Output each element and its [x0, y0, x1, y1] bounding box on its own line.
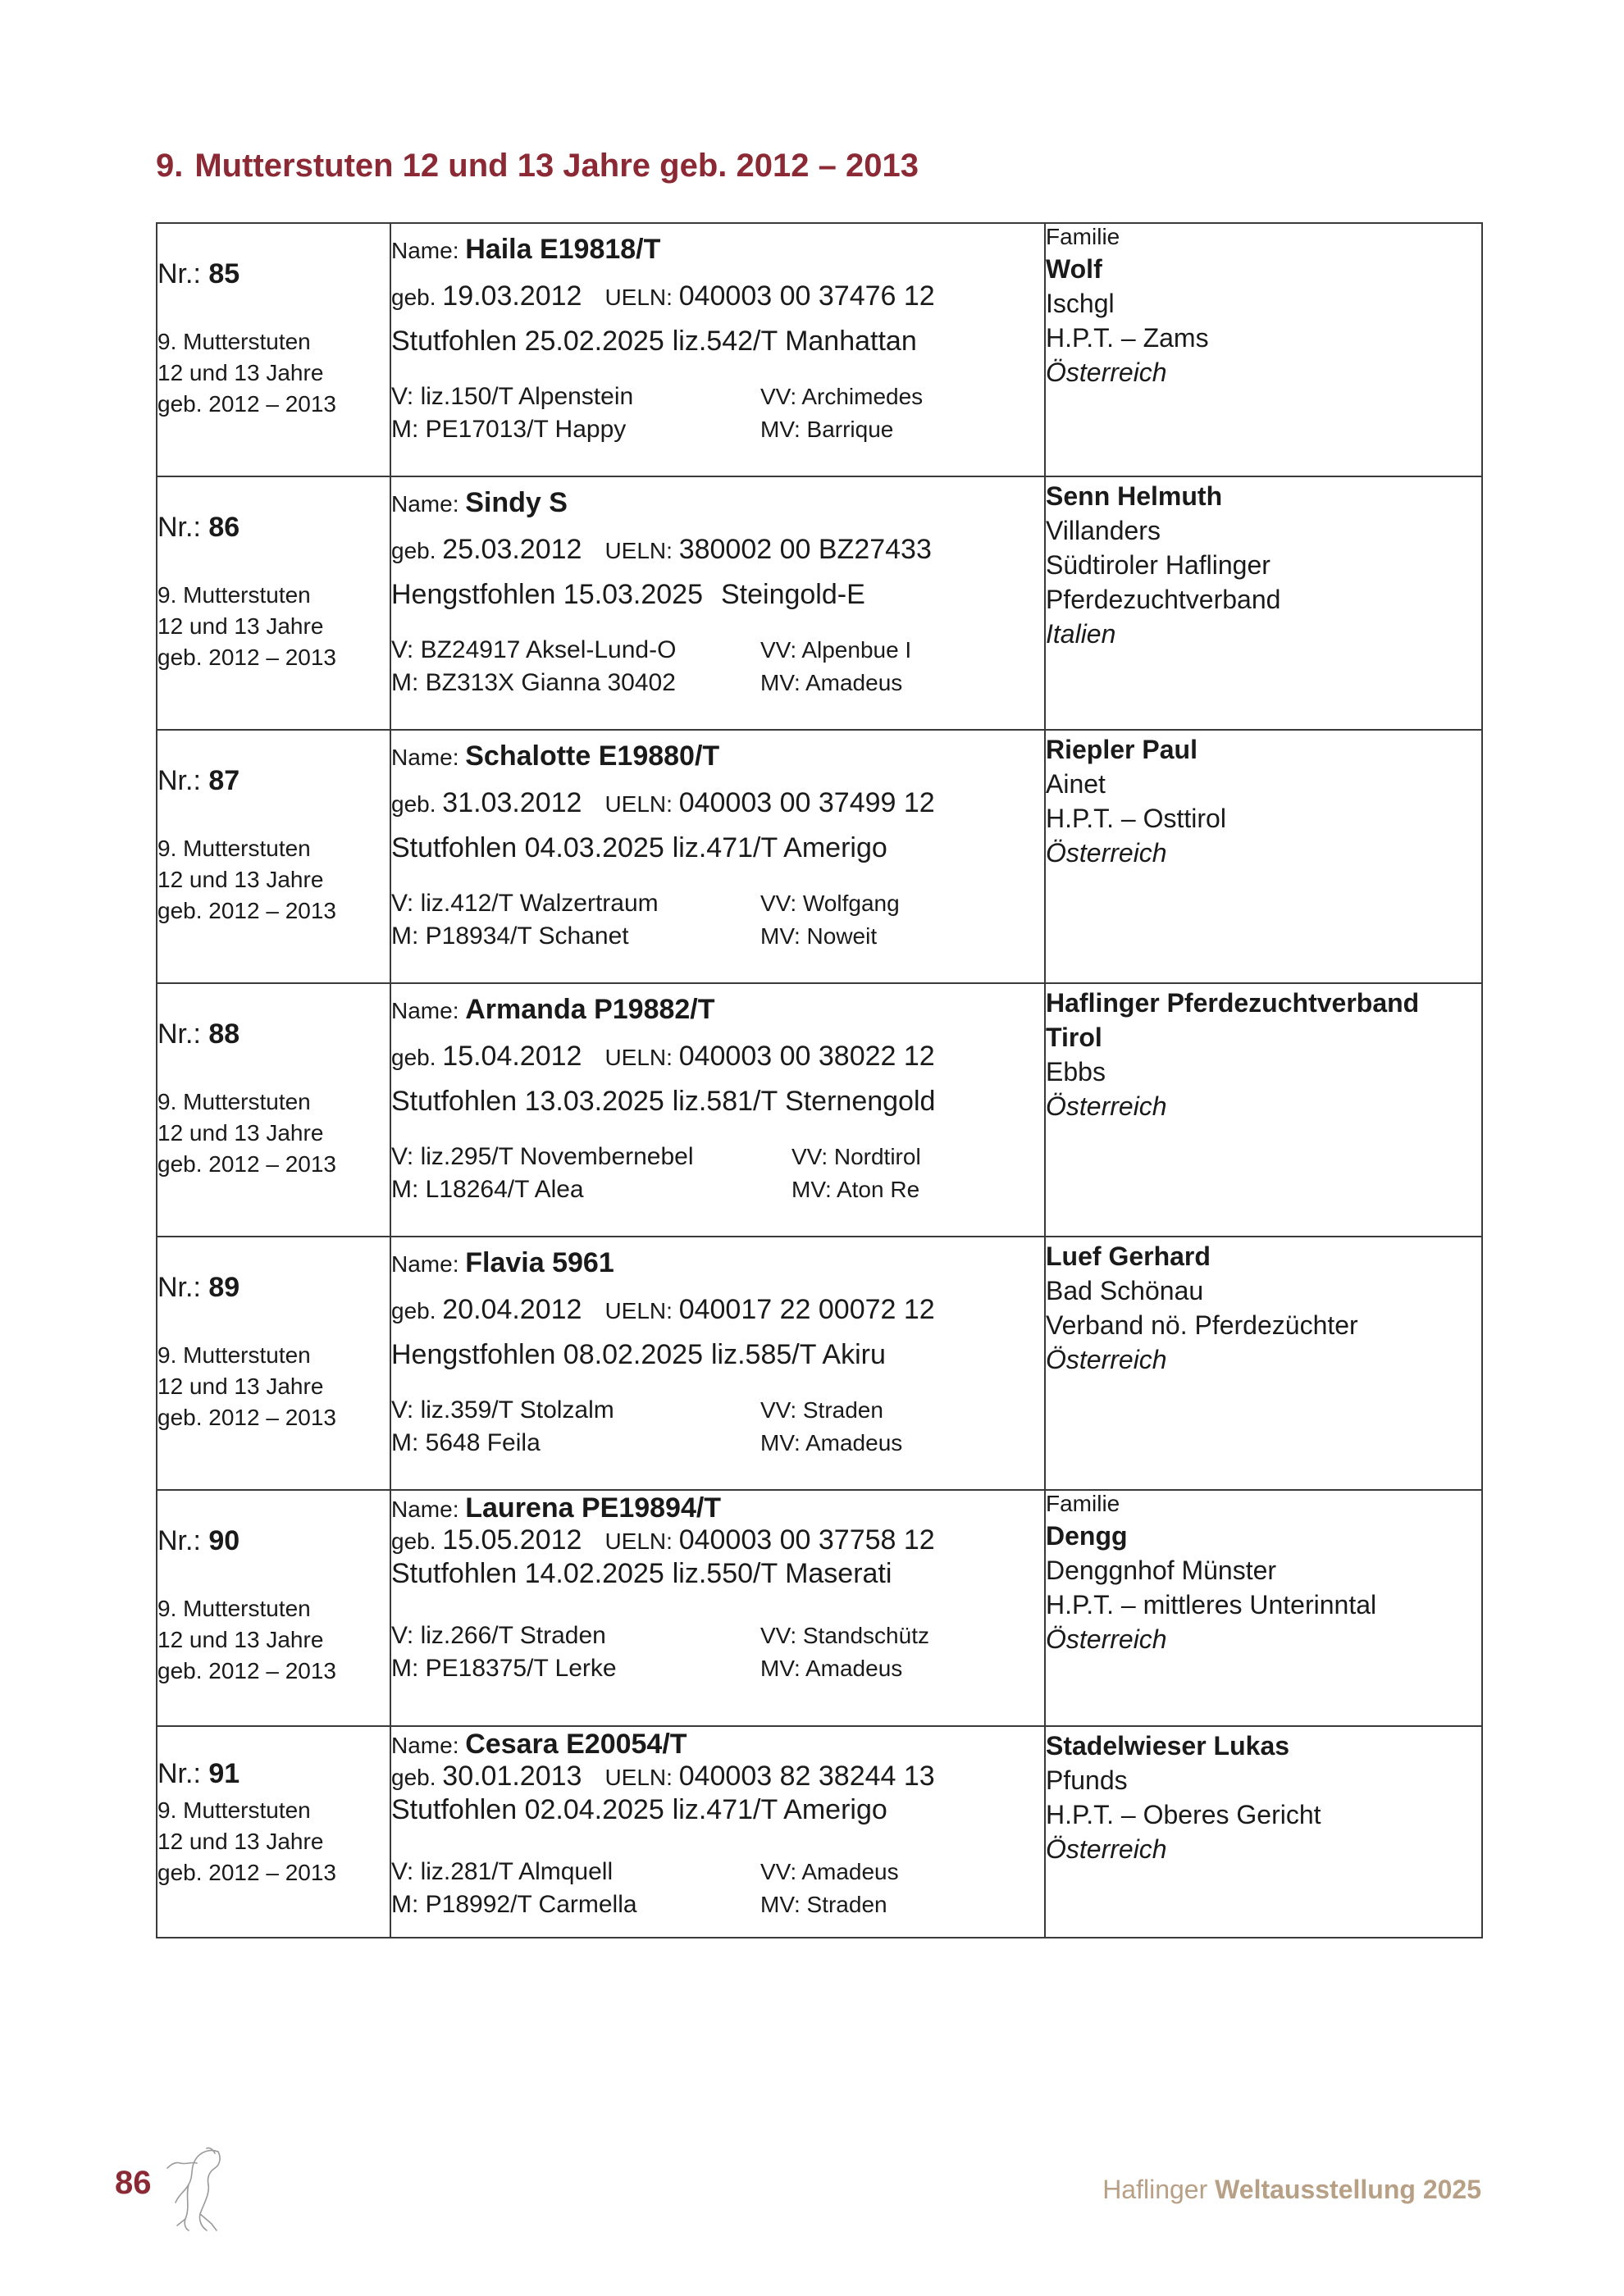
table-row — [157, 730, 1482, 983]
birth-date: 15.04.2012 — [442, 1041, 582, 1072]
foal-row — [391, 1558, 1044, 1590]
born-label: geb. — [391, 791, 443, 817]
section-number: 9. — [156, 148, 184, 184]
ueln-group — [604, 1041, 934, 1072]
entry-class — [157, 1593, 390, 1687]
pedigree-grandsires — [760, 887, 900, 953]
nr-label: Nr.: — [157, 1758, 209, 1789]
horse-name-row — [391, 740, 1044, 772]
horse-name: Sindy S — [465, 487, 568, 518]
owner-country: Österreich — [1046, 1091, 1167, 1121]
class-line: 9. Mutterstuten — [157, 1089, 311, 1114]
class-line: geb. 2012 – 2013 — [157, 898, 336, 923]
foal-info: Stutfohlen 04.03.2025 — [391, 832, 664, 863]
horse-name: Armanda P19882/T — [465, 994, 715, 1025]
class-line: 12 und 13 Jahre — [157, 1120, 324, 1146]
dam: M: L18264/T Alea — [391, 1176, 584, 1203]
class-line: geb. 2012 – 2013 — [157, 645, 336, 670]
owner-block — [1046, 479, 1481, 651]
class-line: geb. 2012 – 2013 — [157, 1151, 336, 1177]
class-line: 12 und 13 Jahre — [157, 1374, 324, 1399]
dam: M: PE18375/T Lerke — [391, 1655, 617, 1682]
entry-number-cell — [157, 730, 390, 983]
entry-number-cell — [157, 983, 390, 1237]
entry-class — [157, 1340, 390, 1433]
footer-brand — [1102, 2175, 1481, 2205]
owner-name: Wolf — [1046, 254, 1102, 284]
owner-country: Österreich — [1046, 838, 1167, 868]
footer-brand-light: Haflinger — [1102, 2175, 1216, 2204]
entry-number — [157, 1525, 390, 1557]
sire: V: liz.295/T Novembernebel — [391, 1143, 694, 1170]
owner-prefix: Familie — [1046, 224, 1120, 249]
pedigree-parents — [391, 1141, 791, 1206]
foal-info: Hengstfohlen 15.03.2025 — [391, 579, 703, 610]
sire-sire: VV: Archimedes — [760, 384, 924, 409]
foal-info: Stutfohlen 14.02.2025 — [391, 1558, 664, 1589]
pedigree — [391, 1394, 1044, 1460]
owner-line: H.P.T. – Zams — [1046, 323, 1209, 353]
pedigree — [391, 634, 1044, 699]
sire-sire: VV: Nordtirol — [791, 1144, 921, 1169]
ueln-label: UELN: — [604, 1298, 679, 1323]
table-row — [157, 1237, 1482, 1490]
dam: M: BZ313X Gianna 30402 — [391, 669, 676, 696]
ueln-group — [604, 1761, 934, 1792]
pedigree — [391, 380, 1044, 446]
horse-name: Cesara E20054/T — [465, 1729, 687, 1760]
foal-row — [391, 1339, 1044, 1371]
pedigree — [391, 887, 1044, 953]
entry-class — [157, 1795, 390, 1888]
pedigree-grandsires — [760, 634, 911, 699]
birth-date: 15.05.2012 — [442, 1524, 582, 1556]
sire-sire: VV: Alpenbue I — [760, 637, 912, 663]
owner-country: Österreich — [1046, 358, 1167, 387]
owner-line: Pferdezuchtverband — [1046, 585, 1281, 614]
owner-line: Villanders — [1046, 516, 1161, 545]
owner-name: Haflinger Pferdezuchtverband Tirol — [1046, 988, 1420, 1052]
entry-number — [157, 258, 390, 290]
nr-value: 88 — [208, 1018, 240, 1050]
horse-name: Laurena PE19894/T — [465, 1492, 722, 1524]
catalog-table — [156, 222, 1483, 1938]
owner-line: Ischgl — [1046, 289, 1115, 318]
owner-line: Verband nö. Pferdezüchter — [1046, 1310, 1358, 1340]
sire: V: liz.150/T Alpenstein — [391, 383, 634, 410]
horse-name-row — [391, 1729, 1044, 1761]
dam-sire: MV: Noweit — [760, 923, 878, 949]
name-label: Name: — [391, 1496, 466, 1522]
foal-row — [391, 1086, 1044, 1118]
foal-sire: liz.550/T Maserati — [672, 1558, 892, 1589]
pedigree-grandsires — [760, 1856, 899, 1921]
owner-line: Pfunds — [1046, 1765, 1128, 1795]
nr-label: Nr.: — [157, 765, 209, 796]
owner-cell — [1045, 476, 1482, 730]
foal-row — [391, 1794, 1044, 1826]
table-row — [157, 1490, 1482, 1726]
nr-value: 85 — [208, 258, 240, 289]
foal-info: Hengstfohlen 08.02.2025 — [391, 1339, 703, 1370]
entry-number-cell — [157, 476, 390, 730]
class-line: 9. Mutterstuten — [157, 1596, 311, 1621]
dam: M: PE17013/T Happy — [391, 416, 627, 443]
dam: M: 5648 Feila — [391, 1429, 541, 1456]
nr-label: Nr.: — [157, 1018, 209, 1050]
birth-row — [391, 1294, 1044, 1326]
nr-value: 86 — [208, 512, 240, 543]
class-line: 12 und 13 Jahre — [157, 867, 324, 892]
ueln-value: 040003 00 37758 12 — [678, 1524, 935, 1556]
entry-class — [157, 833, 390, 927]
owner-block — [1046, 986, 1481, 1123]
entry-number — [157, 765, 390, 797]
birth-row — [391, 534, 1044, 566]
owner-block — [1046, 1729, 1481, 1866]
horse-name-row — [391, 1247, 1044, 1279]
class-line: 12 und 13 Jahre — [157, 613, 324, 639]
dam-sire: MV: Barrique — [760, 417, 894, 442]
owner-name: Riepler Paul — [1046, 735, 1197, 764]
entry-class — [157, 326, 390, 420]
owner-cell — [1045, 1237, 1482, 1490]
born-label: geb. — [391, 1298, 443, 1323]
entry-number-cell — [157, 223, 390, 476]
nr-value: 89 — [208, 1272, 240, 1303]
pedigree-parents — [391, 1856, 760, 1921]
owner-line: H.P.T. – Oberes Gericht — [1046, 1800, 1321, 1829]
nr-label: Nr.: — [157, 1272, 209, 1303]
ueln-group — [604, 280, 934, 312]
ueln-label: UELN: — [604, 538, 679, 563]
born-label: geb. — [391, 1528, 443, 1554]
horse-name-row — [391, 1492, 1044, 1524]
ueln-label: UELN: — [604, 1528, 679, 1554]
section-title-text: Mutterstuten 12 und 13 Jahre geb. 2012 – 2013 — [194, 148, 919, 184]
class-line: 9. Mutterstuten — [157, 582, 311, 608]
dam-sire: MV: Amadeus — [760, 670, 903, 695]
class-line: 9. Mutterstuten — [157, 836, 311, 861]
name-label: Name: — [391, 1251, 466, 1277]
horse-details-cell — [390, 983, 1045, 1237]
nr-value: 91 — [208, 1758, 240, 1789]
pedigree-parents — [391, 1620, 760, 1685]
pedigree-parents — [391, 887, 760, 953]
owner-country: Österreich — [1046, 1834, 1167, 1864]
pedigree-parents — [391, 380, 760, 446]
birth-row — [391, 1761, 1044, 1793]
table-row — [157, 223, 1482, 476]
pedigree-parents — [391, 1394, 760, 1460]
horse-name: Flavia 5961 — [465, 1247, 614, 1278]
class-line: 12 und 13 Jahre — [157, 1627, 324, 1652]
foal-sire: Steingold-E — [720, 579, 865, 610]
birth-date: 19.03.2012 — [442, 280, 582, 312]
owner-line: Bad Schönau — [1046, 1276, 1204, 1305]
owner-line: Ebbs — [1046, 1057, 1106, 1086]
sire-sire: VV: Amadeus — [760, 1859, 899, 1884]
entry-class — [157, 580, 390, 673]
foal-row — [391, 832, 1044, 864]
pedigree-parents — [391, 634, 760, 699]
birth-date: 30.01.2013 — [442, 1761, 582, 1792]
pedigree — [391, 1856, 1044, 1921]
class-line: 12 und 13 Jahre — [157, 360, 324, 385]
born-label: geb. — [391, 1045, 443, 1070]
entry-number-cell — [157, 1726, 390, 1938]
ueln-group — [604, 1294, 934, 1325]
ueln-value: 040003 00 37476 12 — [678, 280, 935, 312]
ueln-value: 040017 22 00072 12 — [678, 1294, 935, 1325]
ueln-value: 040003 00 38022 12 — [678, 1041, 935, 1072]
owner-cell — [1045, 983, 1482, 1237]
pedigree-grandsires — [760, 1394, 902, 1460]
dam: M: P18992/T Carmella — [391, 1891, 637, 1918]
entry-class — [157, 1086, 390, 1180]
class-line: geb. 2012 – 2013 — [157, 1860, 336, 1885]
sire: V: liz.266/T Straden — [391, 1622, 606, 1649]
pedigree-grandsires — [760, 1620, 929, 1685]
class-line: 9. Mutterstuten — [157, 1797, 311, 1823]
horse-logo-icon — [161, 2143, 235, 2234]
table-row — [157, 1726, 1482, 1938]
dam-sire: MV: Straden — [760, 1892, 887, 1917]
ueln-label: UELN: — [604, 1045, 679, 1070]
nr-label: Nr.: — [157, 258, 209, 289]
pedigree — [391, 1141, 1044, 1206]
foal-sire: liz.581/T Sternengold — [672, 1086, 936, 1117]
owner-line: H.P.T. – Osttirol — [1046, 804, 1226, 833]
owner-country: Österreich — [1046, 1624, 1167, 1654]
foal-sire: liz.471/T Amerigo — [672, 832, 887, 863]
nr-label: Nr.: — [157, 512, 209, 543]
ueln-group — [604, 534, 931, 565]
owner-cell — [1045, 223, 1482, 476]
ueln-value: 040003 82 38244 13 — [678, 1761, 935, 1792]
footer-brand-bold: Weltausstellung 2025 — [1215, 2175, 1481, 2204]
owner-cell — [1045, 1726, 1482, 1938]
horse-details-cell — [390, 476, 1045, 730]
ueln-group — [604, 1524, 934, 1556]
sire-sire: VV: Standschütz — [760, 1623, 929, 1648]
birth-row — [391, 280, 1044, 312]
owner-prefix: Familie — [1046, 1491, 1120, 1516]
horse-details-cell — [390, 730, 1045, 983]
horse-name-row — [391, 487, 1044, 519]
entry-number-cell — [157, 1490, 390, 1726]
owner-name: Dengg — [1046, 1521, 1128, 1551]
name-label: Name: — [391, 491, 466, 517]
owner-line: Ainet — [1046, 769, 1106, 799]
horse-details-cell — [390, 1726, 1045, 1938]
horse-name: Haila E19818/T — [465, 234, 661, 265]
ueln-value: 040003 00 37499 12 — [678, 787, 935, 818]
name-label: Name: — [391, 238, 466, 263]
foal-row — [391, 579, 1044, 611]
owner-cell — [1045, 730, 1482, 983]
class-line: geb. 2012 – 2013 — [157, 1658, 336, 1683]
owner-block — [1046, 1489, 1481, 1656]
name-label: Name: — [391, 1733, 466, 1758]
dam-sire: MV: Aton Re — [791, 1177, 920, 1202]
horse-details-cell — [390, 223, 1045, 476]
horse-details-cell — [390, 1490, 1045, 1726]
table-row — [157, 983, 1482, 1237]
owner-name: Stadelwieser Lukas — [1046, 1731, 1290, 1761]
owner-line: Südtiroler Haflinger — [1046, 550, 1270, 580]
class-line: 9. Mutterstuten — [157, 329, 311, 354]
owner-country: Österreich — [1046, 1345, 1167, 1374]
pedigree — [391, 1620, 1044, 1685]
pedigree-grandsires — [791, 1141, 921, 1206]
nr-value: 87 — [208, 765, 240, 796]
sire: V: BZ24917 Aksel-Lund-O — [391, 636, 677, 663]
birth-row — [391, 787, 1044, 819]
name-label: Name: — [391, 998, 466, 1023]
foal-row — [391, 326, 1044, 358]
foal-sire: liz.585/T Akiru — [710, 1339, 886, 1370]
entry-number-cell — [157, 1237, 390, 1490]
birth-row — [391, 1041, 1044, 1073]
horse-details-cell — [390, 1237, 1045, 1490]
dam-sire: MV: Amadeus — [760, 1656, 903, 1681]
sire-sire: VV: Straden — [760, 1397, 883, 1423]
entry-number — [157, 1272, 390, 1304]
born-label: geb. — [391, 1765, 443, 1790]
born-label: geb. — [391, 285, 443, 310]
owner-block — [1046, 222, 1481, 390]
page-number: 86 — [115, 2165, 152, 2201]
ueln-value: 380002 00 BZ27433 — [678, 534, 932, 565]
owner-line: Denggnhof Münster — [1046, 1556, 1277, 1585]
dam-sire: MV: Amadeus — [760, 1430, 903, 1456]
owner-country: Italien — [1046, 619, 1116, 649]
owner-line: H.P.T. – mittleres Unterinntal — [1046, 1590, 1377, 1620]
pedigree-grandsires — [760, 380, 923, 446]
class-line: geb. 2012 – 2013 — [157, 391, 336, 417]
sire-sire: VV: Wolfgang — [760, 891, 900, 916]
class-line: geb. 2012 – 2013 — [157, 1405, 336, 1430]
entry-number — [157, 1018, 390, 1050]
birth-date: 25.03.2012 — [442, 534, 582, 565]
ueln-label: UELN: — [604, 285, 679, 310]
entry-number — [157, 512, 390, 544]
owner-cell — [1045, 1490, 1482, 1726]
horse-name-row — [391, 994, 1044, 1026]
nr-label: Nr.: — [157, 1525, 209, 1556]
table-row — [157, 476, 1482, 730]
owner-name: Luef Gerhard — [1046, 1241, 1211, 1271]
class-line: 9. Mutterstuten — [157, 1342, 311, 1368]
sire: V: liz.412/T Walzertraum — [391, 890, 659, 917]
ueln-label: UELN: — [604, 791, 679, 817]
name-label: Name: — [391, 745, 466, 770]
foal-sire: liz.471/T Amerigo — [672, 1794, 887, 1825]
foal-info: Stutfohlen 02.04.2025 — [391, 1794, 664, 1825]
owner-block — [1046, 1239, 1481, 1377]
sire: V: liz.359/T Stolzalm — [391, 1396, 614, 1424]
foal-info: Stutfohlen 13.03.2025 — [391, 1086, 664, 1117]
dam: M: P18934/T Schanet — [391, 922, 629, 950]
birth-date: 20.04.2012 — [442, 1294, 582, 1325]
horse-name-row — [391, 234, 1044, 266]
horse-name: Schalotte E19880/T — [465, 740, 720, 772]
entry-number — [157, 1758, 390, 1790]
owner-name: Senn Helmuth — [1046, 481, 1223, 511]
ueln-label: UELN: — [604, 1765, 679, 1790]
ueln-group — [604, 787, 934, 818]
foal-sire: liz.542/T Manhattan — [672, 326, 917, 357]
class-line: 12 und 13 Jahre — [157, 1829, 324, 1854]
section-title — [156, 148, 919, 184]
owner-block — [1046, 732, 1481, 870]
foal-info: Stutfohlen 25.02.2025 — [391, 326, 664, 357]
birth-date: 31.03.2012 — [442, 787, 582, 818]
nr-value: 90 — [208, 1525, 240, 1556]
sire: V: liz.281/T Almquell — [391, 1858, 614, 1885]
born-label: geb. — [391, 538, 443, 563]
birth-row — [391, 1524, 1044, 1556]
